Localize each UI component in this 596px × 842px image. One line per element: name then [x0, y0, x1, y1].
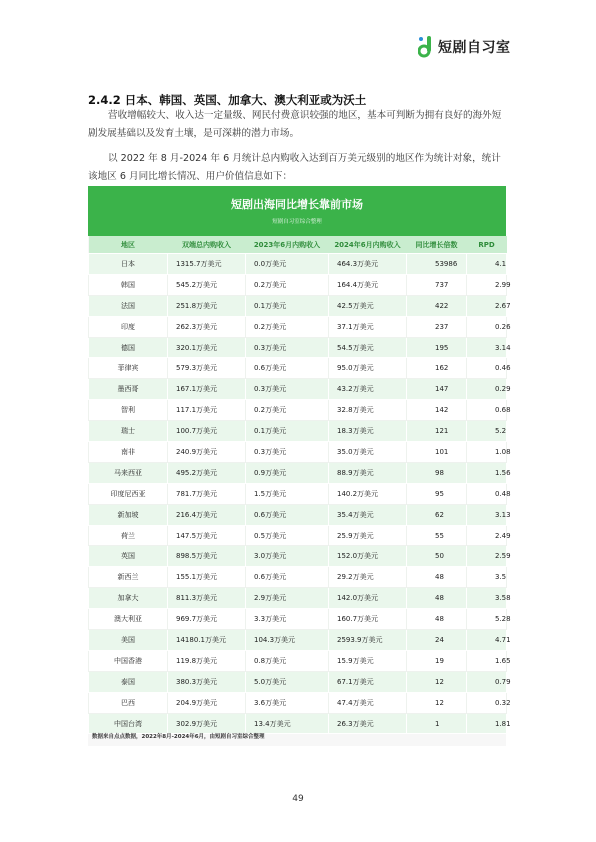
table-cell: 2.59: [467, 546, 507, 567]
table-cell: 智利: [89, 400, 168, 421]
table-cell: 140.2万美元: [329, 483, 407, 504]
table-cell: 53986: [407, 254, 467, 275]
table-cell: 1.65: [467, 650, 507, 671]
table-cell: 262.3万美元: [168, 316, 246, 337]
table-cell: 35.0万美元: [329, 442, 407, 463]
table-row: [89, 358, 507, 379]
table-row: [89, 274, 507, 295]
table-cell: 14180.1万美元: [168, 630, 246, 651]
table-cell: 302.9万美元: [168, 713, 246, 734]
table-cell: 195: [407, 337, 467, 358]
table-cell: 545.2万美元: [168, 274, 246, 295]
column-header: 2023年6月内购收入: [246, 236, 329, 254]
table-cell: 19: [407, 650, 467, 671]
table-cell: 142: [407, 400, 467, 421]
table-cell: 0.3万美元: [246, 442, 329, 463]
table-cell: 29.2万美元: [329, 567, 407, 588]
table-cell: 0.2万美元: [246, 316, 329, 337]
table-cell: 瑞士: [89, 421, 168, 442]
table-cell: 164.4万美元: [329, 274, 407, 295]
column-header: 双端总内购收入: [168, 236, 246, 254]
brand-name: 短剧自习室: [438, 40, 511, 56]
table-cell: 95.0万美元: [329, 358, 407, 379]
table-cell: 2.99: [467, 274, 507, 295]
table-cell: 12: [407, 692, 467, 713]
table-cell: 216.4万美元: [168, 504, 246, 525]
table-cell: 0.1万美元: [246, 421, 329, 442]
table-cell: 240.9万美元: [168, 442, 246, 463]
table-cell: 88.9万美元: [329, 462, 407, 483]
table-cell: 0.9万美元: [246, 462, 329, 483]
table-cell: 204.9万美元: [168, 692, 246, 713]
table-cell: 160.7万美元: [329, 609, 407, 630]
table-cell: 320.1万美元: [168, 337, 246, 358]
table-cell: 0.29: [467, 379, 507, 400]
table-cell: 737: [407, 274, 467, 295]
table-row: [89, 483, 507, 504]
table-cell: 德国: [89, 337, 168, 358]
table-cell: 155.1万美元: [168, 567, 246, 588]
table-banner: [88, 186, 506, 236]
table-cell: 4.71: [467, 630, 507, 651]
table-cell: 104.3万美元: [246, 630, 329, 651]
table-cell: 5.0万美元: [246, 671, 329, 692]
table-cell: 422: [407, 295, 467, 316]
table-cell: 2.67: [467, 295, 507, 316]
table-cell: 3.13: [467, 504, 507, 525]
table-cell: 898.5万美元: [168, 546, 246, 567]
table-cell: 119.8万美元: [168, 650, 246, 671]
table-row: [89, 525, 507, 546]
table-cell: 3.58: [467, 588, 507, 609]
table-cell: 251.8万美元: [168, 295, 246, 316]
table-cell: 荷兰: [89, 525, 168, 546]
table-cell: 117.1万美元: [168, 400, 246, 421]
table-cell: 中国香港: [89, 650, 168, 671]
table-cell: 62: [407, 504, 467, 525]
table-cell: 0.46: [467, 358, 507, 379]
table-cell: 42.5万美元: [329, 295, 407, 316]
table-cell: 495.2万美元: [168, 462, 246, 483]
table-cell: 55: [407, 525, 467, 546]
table-cell: 5.2: [467, 421, 507, 442]
table-cell: 464.3万美元: [329, 254, 407, 275]
table-cell: 25.9万美元: [329, 525, 407, 546]
table-header-row: [89, 236, 507, 254]
market-table-figure: [88, 186, 511, 746]
table-cell: 0.5万美元: [246, 525, 329, 546]
table-cell: 48: [407, 609, 467, 630]
table-cell: 巴西: [89, 692, 168, 713]
table-cell: 0.79: [467, 671, 507, 692]
table-cell: 781.7万美元: [168, 483, 246, 504]
paragraph-1: 营收增幅较大、收入达一定量级、网民付费意识较强的地区，基本可判断为拥有良好的海外短剧发展基础以及发育土壤，是可深耕的潜力市场。: [88, 110, 502, 139]
table-cell: 印度尼西亚: [89, 483, 168, 504]
page-number: 49: [292, 794, 304, 804]
table-cell: 24: [407, 630, 467, 651]
table-row: [89, 650, 507, 671]
table-cell: 50: [407, 546, 467, 567]
table-cell: 0.2万美元: [246, 274, 329, 295]
market-table: [88, 236, 511, 734]
table-row: [89, 295, 507, 316]
table-cell: 3.14: [467, 337, 507, 358]
table-row: [89, 609, 507, 630]
table-row: [89, 713, 507, 734]
table-row: [89, 316, 507, 337]
table-cell: 加拿大: [89, 588, 168, 609]
table-cell: 4.1: [467, 254, 507, 275]
table-cell: 泰国: [89, 671, 168, 692]
table-cell: 0.1万美元: [246, 295, 329, 316]
table-subtitle: 短剧自习室综合整理: [272, 219, 322, 225]
table-cell: 马来西亚: [89, 462, 168, 483]
table-row: [89, 630, 507, 651]
table-cell: 0.3万美元: [246, 379, 329, 400]
table-cell: 0.2万美元: [246, 400, 329, 421]
table-cell: 美国: [89, 630, 168, 651]
table-row: [89, 567, 507, 588]
table-cell: 32.8万美元: [329, 400, 407, 421]
table-cell: 1315.7万美元: [168, 254, 246, 275]
column-header: 2024年6月内购收入: [329, 236, 407, 254]
table-cell: 579.3万美元: [168, 358, 246, 379]
table-cell: 167.1万美元: [168, 379, 246, 400]
table-cell: 0.6万美元: [246, 358, 329, 379]
table-cell: 67.1万美元: [329, 671, 407, 692]
table-cell: 237: [407, 316, 467, 337]
table-cell: 95: [407, 483, 467, 504]
table-cell: 0.48: [467, 483, 507, 504]
table-cell: 47.4万美元: [329, 692, 407, 713]
table-cell: 5.28: [467, 609, 507, 630]
table-cell: 142.0万美元: [329, 588, 407, 609]
table-cell: 墨西哥: [89, 379, 168, 400]
table-body: [89, 254, 511, 734]
table-cell: 26.3万美元: [329, 713, 407, 734]
table-cell: 147.5万美元: [168, 525, 246, 546]
paragraph-2: 以 2022 年 8 月-2024 年 6 月统计总内购收入达到百万美元级别的地区作为统计对象，统计该地区 6 月同比增长情况、用户价值信息如下：: [88, 153, 501, 182]
table-row: [89, 442, 507, 463]
table-source: 数据来自点点数据，2022年8月-2024年6月，由短剧自习室综合整理: [92, 734, 265, 740]
table-cell: 0.0万美元: [246, 254, 329, 275]
table-cell: 1.5万美元: [246, 483, 329, 504]
table-cell: 121: [407, 421, 467, 442]
table-cell: 0.68: [467, 400, 507, 421]
table-row: [89, 421, 507, 442]
table-row: [89, 337, 507, 358]
table-cell: 3.3万美元: [246, 609, 329, 630]
table-cell: 菲律宾: [89, 358, 168, 379]
table-cell: 3.0万美元: [246, 546, 329, 567]
table-cell: 0.8万美元: [246, 650, 329, 671]
table-cell: 101: [407, 442, 467, 463]
section-heading: 2.4.2 日本、韩国、英国、加拿大、澳大利亚或为沃土: [88, 93, 367, 107]
table-cell: 2.49: [467, 525, 507, 546]
table-cell: 英国: [89, 546, 168, 567]
table-cell: 南非: [89, 442, 168, 463]
column-header: 同比增长倍数: [407, 236, 467, 254]
table-row: [89, 671, 507, 692]
table-row: [89, 692, 507, 713]
table-title: 短剧出海同比增长靠前市场: [231, 198, 363, 211]
table-cell: 澳大利亚: [89, 609, 168, 630]
table-cell: 13.4万美元: [246, 713, 329, 734]
brand-logo: [418, 36, 511, 58]
table-cell: 54.5万美元: [329, 337, 407, 358]
table-cell: 中国台湾: [89, 713, 168, 734]
table-row: [89, 588, 507, 609]
table-cell: 18.3万美元: [329, 421, 407, 442]
table-cell: 法国: [89, 295, 168, 316]
table-cell: 48: [407, 588, 467, 609]
table-cell: 15.9万美元: [329, 650, 407, 671]
table-cell: 3.5: [467, 567, 507, 588]
table-row: [89, 546, 507, 567]
table-cell: 100.7万美元: [168, 421, 246, 442]
table-cell: 35.4万美元: [329, 504, 407, 525]
table-cell: 1.56: [467, 462, 507, 483]
table-row: [89, 379, 507, 400]
table-cell: 0.26: [467, 316, 507, 337]
table-cell: 147: [407, 379, 467, 400]
table-cell: 98: [407, 462, 467, 483]
table-cell: 0.6万美元: [246, 567, 329, 588]
table-cell: 1: [407, 713, 467, 734]
table-cell: 0.6万美元: [246, 504, 329, 525]
table-cell: 2593.9万美元: [329, 630, 407, 651]
table-cell: 969.7万美元: [168, 609, 246, 630]
table-cell: 1.08: [467, 442, 507, 463]
table-row: [89, 504, 507, 525]
table-cell: 380.3万美元: [168, 671, 246, 692]
table-cell: 新西兰: [89, 567, 168, 588]
table-cell: 152.0万美元: [329, 546, 407, 567]
table-cell: 12: [407, 671, 467, 692]
table-cell: 0.32: [467, 692, 507, 713]
table-cell: 162: [407, 358, 467, 379]
column-header: RPD: [467, 236, 507, 254]
table-cell: 新加坡: [89, 504, 168, 525]
table-cell: 48: [407, 567, 467, 588]
table-row: [89, 254, 507, 275]
table-row: [89, 462, 507, 483]
table-cell: 37.1万美元: [329, 316, 407, 337]
table-cell: 1.81: [467, 713, 507, 734]
table-cell: 印度: [89, 316, 168, 337]
table-cell: 2.9万美元: [246, 588, 329, 609]
column-header: 地区: [89, 236, 168, 254]
table-row: [89, 400, 507, 421]
table-cell: 3.6万美元: [246, 692, 329, 713]
logo-icon: [418, 36, 434, 58]
table-cell: 日本: [89, 254, 168, 275]
table-cell: 811.3万美元: [168, 588, 246, 609]
table-cell: 韩国: [89, 274, 168, 295]
table-cell: 0.3万美元: [246, 337, 329, 358]
table-cell: 43.2万美元: [329, 379, 407, 400]
